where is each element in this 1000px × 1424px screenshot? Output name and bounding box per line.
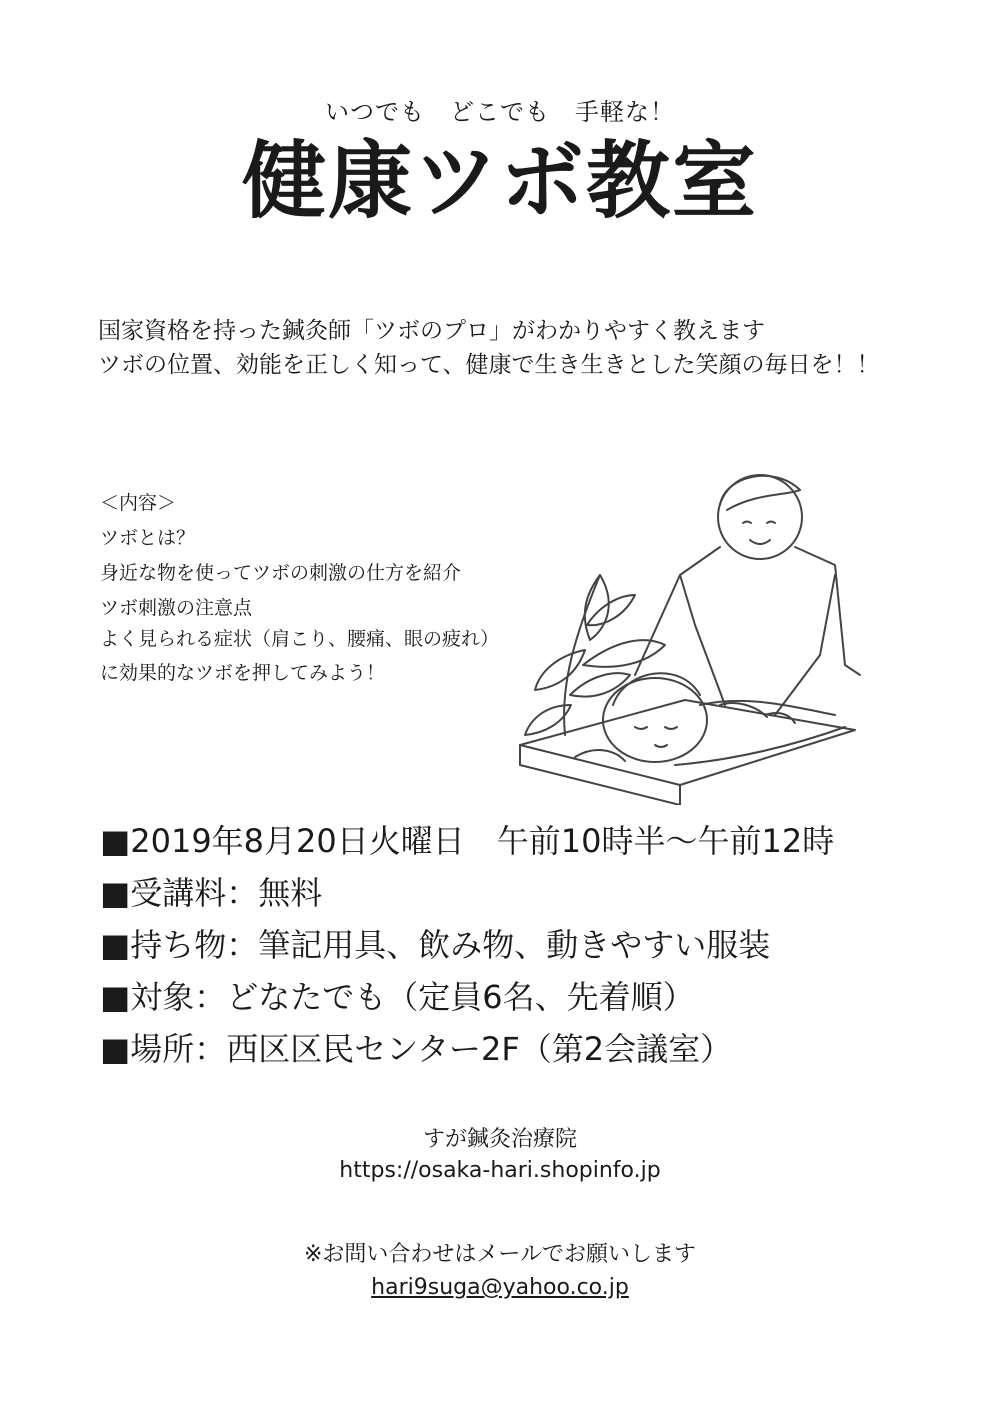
content-item: に効果的なツボを押してみよう！ [100,662,386,684]
content-item: 身近な物を使ってツボの刺激の仕方を紹介 [100,562,462,584]
detail-items: ■持ち物：筆記用具、飲み物、動きやすい服装 [100,926,771,964]
clinic-url-link[interactable]: https://osaka-hari.shopinfo.jp [339,1158,661,1183]
contact-email-link[interactable]: hari9suga@yahoo.co.jp [371,1275,629,1300]
tagline: いつでも どこでも 手軽な！ [325,98,675,126]
detail-target: ■対象：どなたでも（定員6名、先着順） [100,978,695,1016]
massage-illustration-icon [505,465,865,805]
detail-date: ■2019年8月20日火曜日 午前10時半～午前12時 [100,822,835,860]
detail-fee: ■受講料：無料 [100,874,323,912]
content-item: ツボとは？ [100,527,196,549]
intro-line-1: 国家資格を持った鍼灸師「ツボのプロ」がわかりやすく教えます [98,318,765,344]
clinic-name: すが鍼灸治療院 [422,1127,577,1152]
page-title: 健康ツボ教室 [241,132,758,230]
intro-line-2: ツボの位置、効能を正しく知って、健康で生き生きとした笑顔の毎日を！！ [98,352,880,378]
content-item: よく見られる症状（肩こり、腰痛、眼の疲れ） [100,628,500,650]
content-heading: ＜内容＞ [100,492,177,514]
contact-note: ※お問い合わせはメールでお願いします [304,1242,696,1267]
content-item: ツボ刺激の注意点 [100,597,253,619]
detail-location: ■場所：西区区民センター2F（第2会議室） [100,1030,733,1068]
